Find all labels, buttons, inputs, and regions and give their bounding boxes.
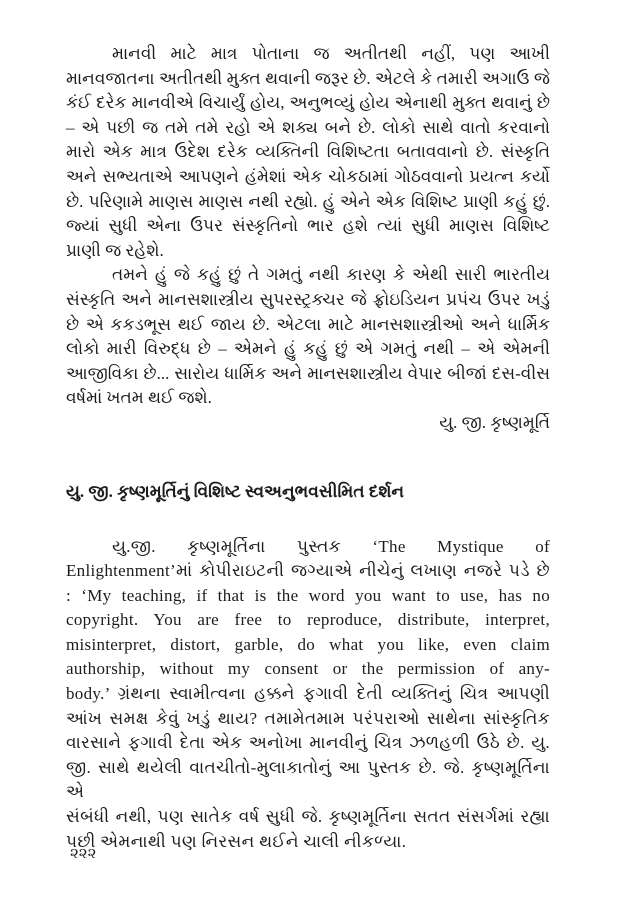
text-line: જી. સાથે થયેલી વાતચીતો-મુલાકાતોનું આ પુસ્તક છે. જે. કૃષ્ણમૂર્તિના એ <box>66 757 550 802</box>
text-line: યુ.જી. કૃષ્ણમૂર્તિના પુસ્તક ‘The Mystique of <box>112 536 550 556</box>
text-line: તમને હું જે કહું છું તે ગમતું નથી કારણ કે એથી સારી ભારતીય <box>112 265 550 285</box>
text-line: copyright. You are free to reproduce, distribute, interpret, <box>66 610 550 630</box>
paragraph-2 <box>66 263 550 411</box>
text-line: વારસાને ફગાવી દેતા એક અનોખા માનવીનું ચિત્ર ઝળહળી ઉઠે છે. યુ. <box>66 733 550 753</box>
text-line: આજીવિકા છે... સારોય ધાર્મિક અને માનસશાસ્ત્રીય વેપાર બીજાં દસ-વીસ <box>66 363 550 383</box>
text-line: પછી એમનાથી પણ નિરસન થઈને ચાલી નીકળ્યા. <box>66 831 407 851</box>
text-line: છે એ કકડભૂસ થઈ જાય છે. એટલા માટે માનસશાસ્ત્રીઓ અને ધાર્મિક <box>66 314 550 334</box>
page-number: ૨૨૨ <box>70 846 97 862</box>
paragraph-3 <box>66 535 550 855</box>
section-heading: યુ. જી. કૃષ્ણમૂર્તિનું વિશિષ્ટ સ્વઅનુભવસીમિત દર્શન <box>66 481 405 501</box>
text-line: લોકો મારી વિરુદ્ધ છે – એમને હું કહું છું એ ગમતું નથી – એ એમની <box>66 339 550 359</box>
text-line: body.’ ગ્રંથના સ્વામીત્વના હક્કને ફગાવી દેતી વ્યક્તિનું ચિત્ર આપણી <box>66 684 550 704</box>
text-line: માનવજાતના અતીતથી મુક્ત થવાની જરૂર છે. એટલે કે તમારી અગાઉ જે <box>66 68 550 88</box>
text-line: – એ પછી જ તમે તમે રહો એ શક્ય બને છે. લોકો સાથે વાતો કરવાનો <box>66 117 550 137</box>
text-block <box>66 42 550 854</box>
author-attribution: યુ. જી. કૃષ્ણમૂર્તિ <box>439 412 550 432</box>
text-line: આંખ સમક્ષ કેવું ખડું થાય? તમામેતમામ પરંપરાઓ સાથેના સાંસ્કૃતિક <box>66 708 550 728</box>
paragraph-1 <box>66 42 550 263</box>
text-line: મારો એક માત્ર ઉદેશ દરેક વ્યક્તિની વિશિષ્ટતા બતાવવાનો છે. સંસ્કૃતિ <box>66 142 550 162</box>
text-line: અને સભ્યતાએ આપણને હંમેશાં એક ચોકઠામાં ગોઠવવાનો પ્રયત્ન કર્યો <box>66 166 550 186</box>
text-line: સંસ્કૃતિ અને માનસશાસ્ત્રીય સુપરસ્ટ્રક્ચર જે ફ્રોઇડિયન પ્રપંચ ઉપર ખડું <box>66 289 550 309</box>
text-line: વર્ષમાં ખતમ થઈ જશે. <box>66 388 212 408</box>
text-line: misinterpret, distort, garble, do what you like, even claim <box>66 634 550 654</box>
text-line: છે. પરિણામે માણસ માણસ નથી રહ્યો. હું એને એક વિશિષ્ટ પ્રાણી કહું છું. <box>66 191 550 211</box>
text-line: માનવી માટે માત્ર પોતાના જ અતીતથી નહીં, પણ આખી <box>112 44 550 63</box>
text-line: : ‘My teaching, if that is the word you want to use, has no <box>66 585 550 605</box>
text-line: પ્રાણી જ રહેશે. <box>66 240 164 260</box>
text-line: Enlightenment’માં કોપીરાઇટની જગ્યાએ નીચેનું લખાણ નજરે પડે છે <box>66 561 550 581</box>
text-line: જ્યાં સુધી એના ઉપર સંસ્કૃતિનો ભાર હશે ત્યાં સુધી માણસ વિશિષ્ટ <box>66 216 550 236</box>
text-line: કંઈ દરેક માનવીએ વિચાર્યું હોય, અનુભવ્યું હોય એનાથી મુક્ત થવાનું છે <box>66 93 550 113</box>
text-line: સંબંધી નથી, પણ સાતેક વર્ષ સુધી જે. કૃષ્ણમૂર્તિના સતત સંસર્ગમાં રહ્યા <box>66 807 550 827</box>
text-line: authorship, without my consent or the permission of any- <box>66 659 550 679</box>
